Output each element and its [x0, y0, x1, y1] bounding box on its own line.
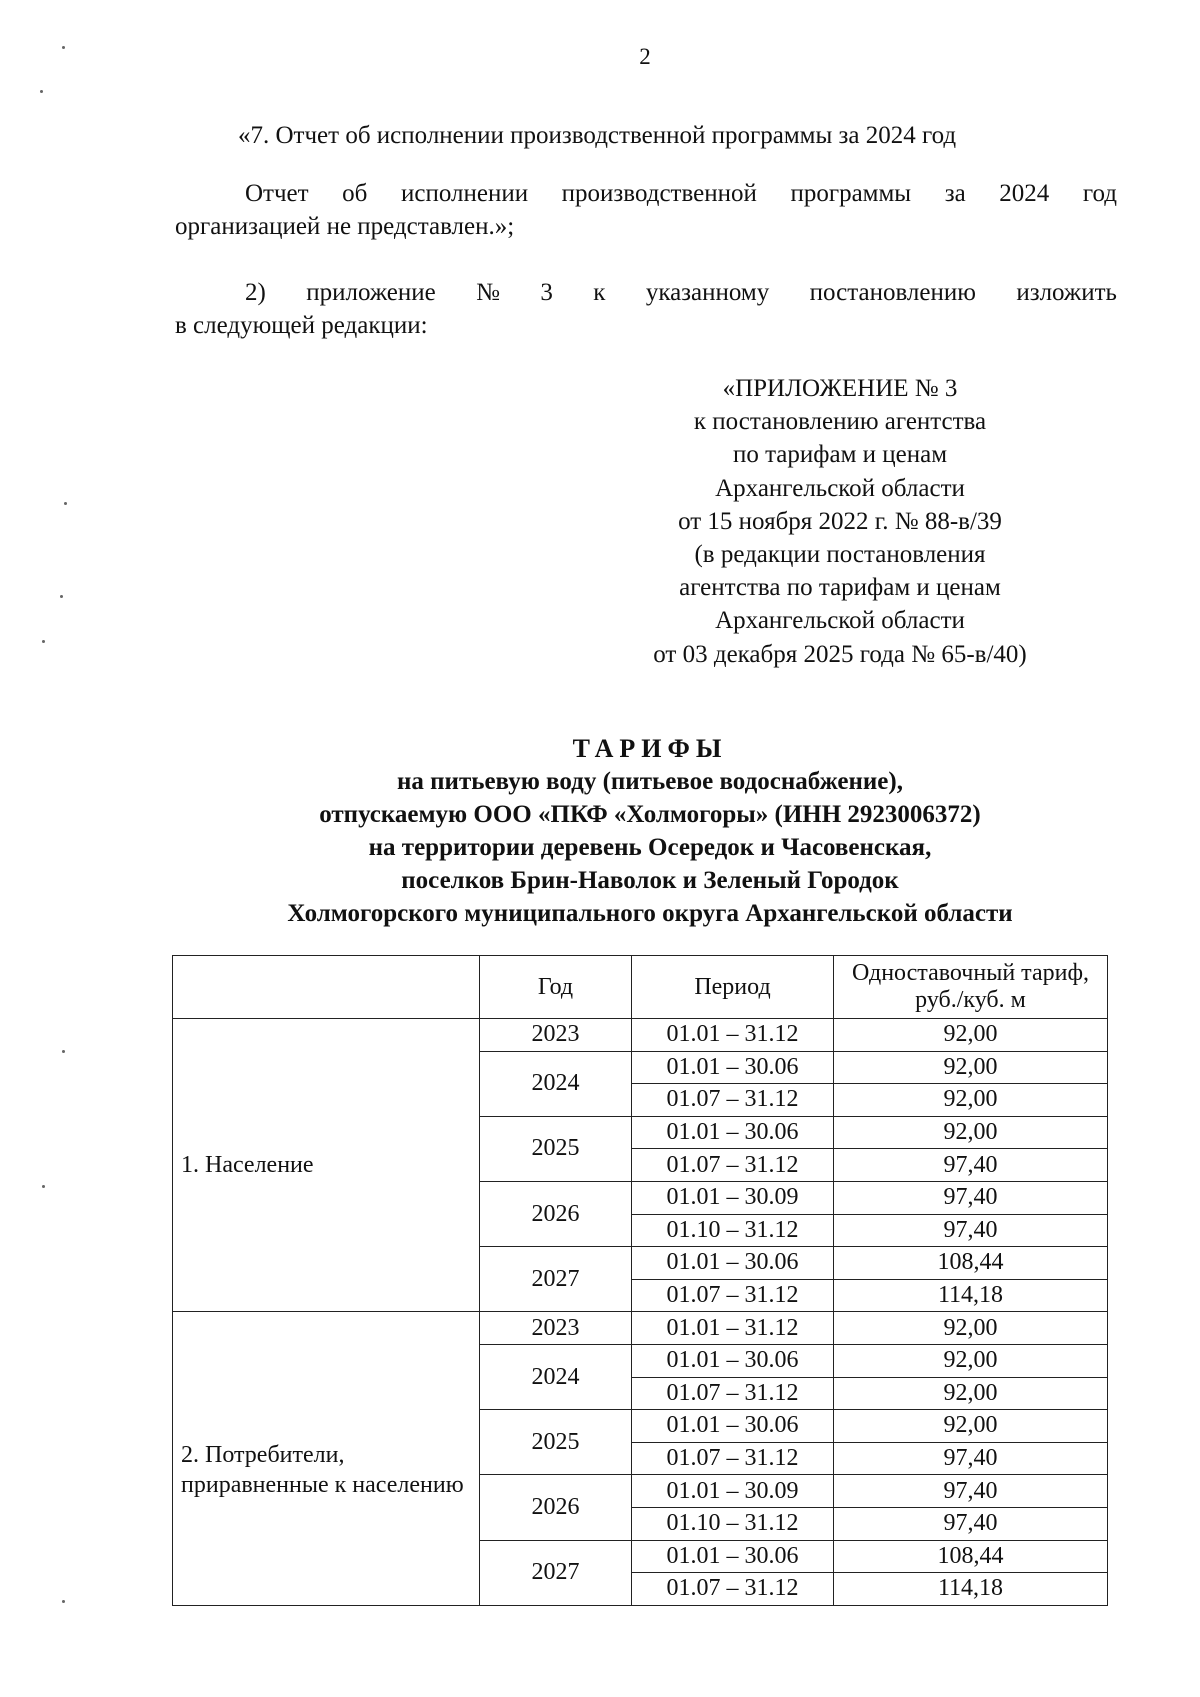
- scan-artifact: [62, 1050, 65, 1053]
- period-cell: 01.01 – 31.12: [632, 1019, 834, 1052]
- paragraph1-line1: [245, 180, 1117, 208]
- period-cell: 01.01 – 30.06: [632, 1540, 834, 1573]
- paragraph1-word: 2024: [999, 180, 1050, 207]
- tariff-cell: 108,44: [834, 1247, 1108, 1280]
- paragraph2-word: 3: [540, 279, 553, 306]
- header-period: Период: [632, 956, 834, 1019]
- tariff-cell: 97,40: [834, 1181, 1108, 1214]
- paragraph1-word: программы: [790, 180, 912, 207]
- table-header-row: [173, 956, 1108, 1019]
- scan-artifact: [64, 502, 67, 505]
- page-number: 2: [639, 44, 651, 69]
- tariff-cell: 97,40: [834, 1442, 1108, 1475]
- header-tariff: Одноставочный тариф, руб./куб. м: [834, 956, 1108, 1019]
- tariff-table: [172, 955, 1108, 1606]
- year-cell: 2023: [480, 1312, 632, 1345]
- tariff-cell: 92,00: [834, 1116, 1108, 1149]
- year-cell: 2023: [480, 1019, 632, 1052]
- period-cell: 01.07 – 31.12: [632, 1377, 834, 1410]
- tariff-cell: 92,00: [834, 1377, 1108, 1410]
- title-line: поселков Брин-Наволок и Зеленый Городок: [401, 867, 899, 894]
- tariff-cell: 92,00: [834, 1410, 1108, 1443]
- tariff-cell: 114,18: [834, 1279, 1108, 1312]
- period-cell: 01.07 – 31.12: [632, 1279, 834, 1312]
- header-category: [173, 956, 480, 1019]
- scan-artifact: [42, 1185, 45, 1188]
- paragraph2-word: постановлению: [809, 279, 976, 306]
- title-line: отпускаемую ООО «ПКФ «Холмогоры» (ИНН 2923006372): [319, 801, 981, 828]
- tariff-cell: 114,18: [834, 1573, 1108, 1606]
- appendix-line: к постановлению агентства: [693, 408, 987, 436]
- paragraph1-word: производственной: [561, 180, 757, 207]
- table-row: [173, 1312, 1108, 1345]
- appendix-line: Архангельской области: [715, 607, 965, 635]
- appendix-line: «ПРИЛОЖЕНИЕ № 3: [722, 375, 958, 402]
- period-cell: 01.07 – 31.12: [632, 1084, 834, 1117]
- title-lines: [175, 765, 1125, 930]
- period-cell: 01.07 – 31.12: [632, 1149, 834, 1182]
- appendix-line: агентства по тарифам и ценам: [679, 574, 1001, 602]
- paragraph1-word: исполнении: [400, 180, 529, 207]
- paragraph1-word: Отчет: [245, 180, 309, 207]
- period-cell: 01.07 – 31.12: [632, 1573, 834, 1606]
- title-line: на территории деревень Осередок и Часовенская,: [368, 834, 932, 861]
- period-cell: 01.01 – 30.06: [632, 1051, 834, 1084]
- appendix-line: от 03 декабря 2025 года № 65-в/40): [653, 640, 1027, 668]
- paragraph1-line2: организацией не представлен.»;: [175, 213, 515, 240]
- title-line: на питьевую воду (питьевое водоснабжение),: [397, 768, 903, 795]
- tariff-cell: 97,40: [834, 1475, 1108, 1508]
- appendix-line: (в редакции постановления: [694, 541, 986, 569]
- period-cell: 01.01 – 30.06: [632, 1247, 834, 1280]
- table-row: [173, 1019, 1108, 1052]
- title-line: Холмогорского муниципального округа Архангельской области: [287, 900, 1013, 927]
- paragraph2-word: приложение: [306, 279, 436, 306]
- scan-artifact: [40, 90, 43, 93]
- paragraph2-line2: в следующей редакции:: [175, 312, 428, 339]
- paragraph2-line1: [245, 279, 1117, 307]
- appendix-block: [600, 372, 1080, 671]
- period-cell: 01.10 – 31.12: [632, 1214, 834, 1247]
- year-cell: 2024: [480, 1051, 632, 1116]
- tariff-cell: 97,40: [834, 1149, 1108, 1182]
- paragraph1-word: год: [1082, 180, 1117, 207]
- category-cell: 1. Население: [173, 1019, 480, 1312]
- year-cell: 2026: [480, 1181, 632, 1246]
- tariff-cell: 92,00: [834, 1019, 1108, 1052]
- paragraph2-word: указанному: [645, 279, 770, 306]
- title-heading: ТАРИФЫ: [572, 734, 728, 763]
- appendix-line: по тарифам и ценам: [732, 441, 948, 469]
- period-cell: 01.01 – 30.09: [632, 1475, 834, 1508]
- tariff-cell: 92,00: [834, 1084, 1108, 1117]
- appendix-line: Архангельской области: [715, 474, 965, 502]
- paragraph1-word: об: [342, 180, 368, 207]
- scan-artifact: [62, 1600, 65, 1603]
- year-cell: 2027: [480, 1540, 632, 1605]
- period-cell: 01.01 – 30.06: [632, 1116, 834, 1149]
- paragraph2-word: №: [476, 279, 500, 306]
- year-cell: 2026: [480, 1475, 632, 1540]
- year-cell: 2025: [480, 1116, 632, 1181]
- tariff-cell: 97,40: [834, 1214, 1108, 1247]
- paragraph2-word: к: [593, 279, 606, 306]
- period-cell: 01.01 – 31.12: [632, 1312, 834, 1345]
- scan-artifact: [62, 46, 65, 49]
- period-cell: 01.01 – 30.09: [632, 1181, 834, 1214]
- section-heading: «7. Отчет об исполнении производственной программы за 2024 год: [238, 122, 957, 149]
- year-cell: 2027: [480, 1247, 632, 1312]
- period-cell: 01.01 – 30.06: [632, 1410, 834, 1443]
- period-cell: 01.07 – 31.12: [632, 1442, 834, 1475]
- year-cell: 2025: [480, 1410, 632, 1475]
- paragraph1-word: за: [944, 180, 966, 207]
- scan-artifact: [60, 595, 63, 598]
- tariff-cell: 92,00: [834, 1344, 1108, 1377]
- tariff-cell: 97,40: [834, 1507, 1108, 1540]
- period-cell: 01.10 – 31.12: [632, 1507, 834, 1540]
- category-cell: 2. Потребители, приравненные к населению: [173, 1312, 480, 1605]
- tariff-cell: 108,44: [834, 1540, 1108, 1573]
- tariff-cell: 92,00: [834, 1051, 1108, 1084]
- paragraph2-word: изложить: [1016, 279, 1117, 306]
- paragraph2-word: 2): [245, 279, 266, 306]
- tariff-cell: 92,00: [834, 1312, 1108, 1345]
- document-title: [175, 732, 1125, 930]
- period-cell: 01.01 – 30.06: [632, 1344, 834, 1377]
- scan-artifact: [42, 640, 45, 643]
- year-cell: 2024: [480, 1344, 632, 1409]
- appendix-line: от 15 ноября 2022 г. № 88-в/39: [678, 507, 1002, 535]
- header-year: Год: [480, 956, 632, 1019]
